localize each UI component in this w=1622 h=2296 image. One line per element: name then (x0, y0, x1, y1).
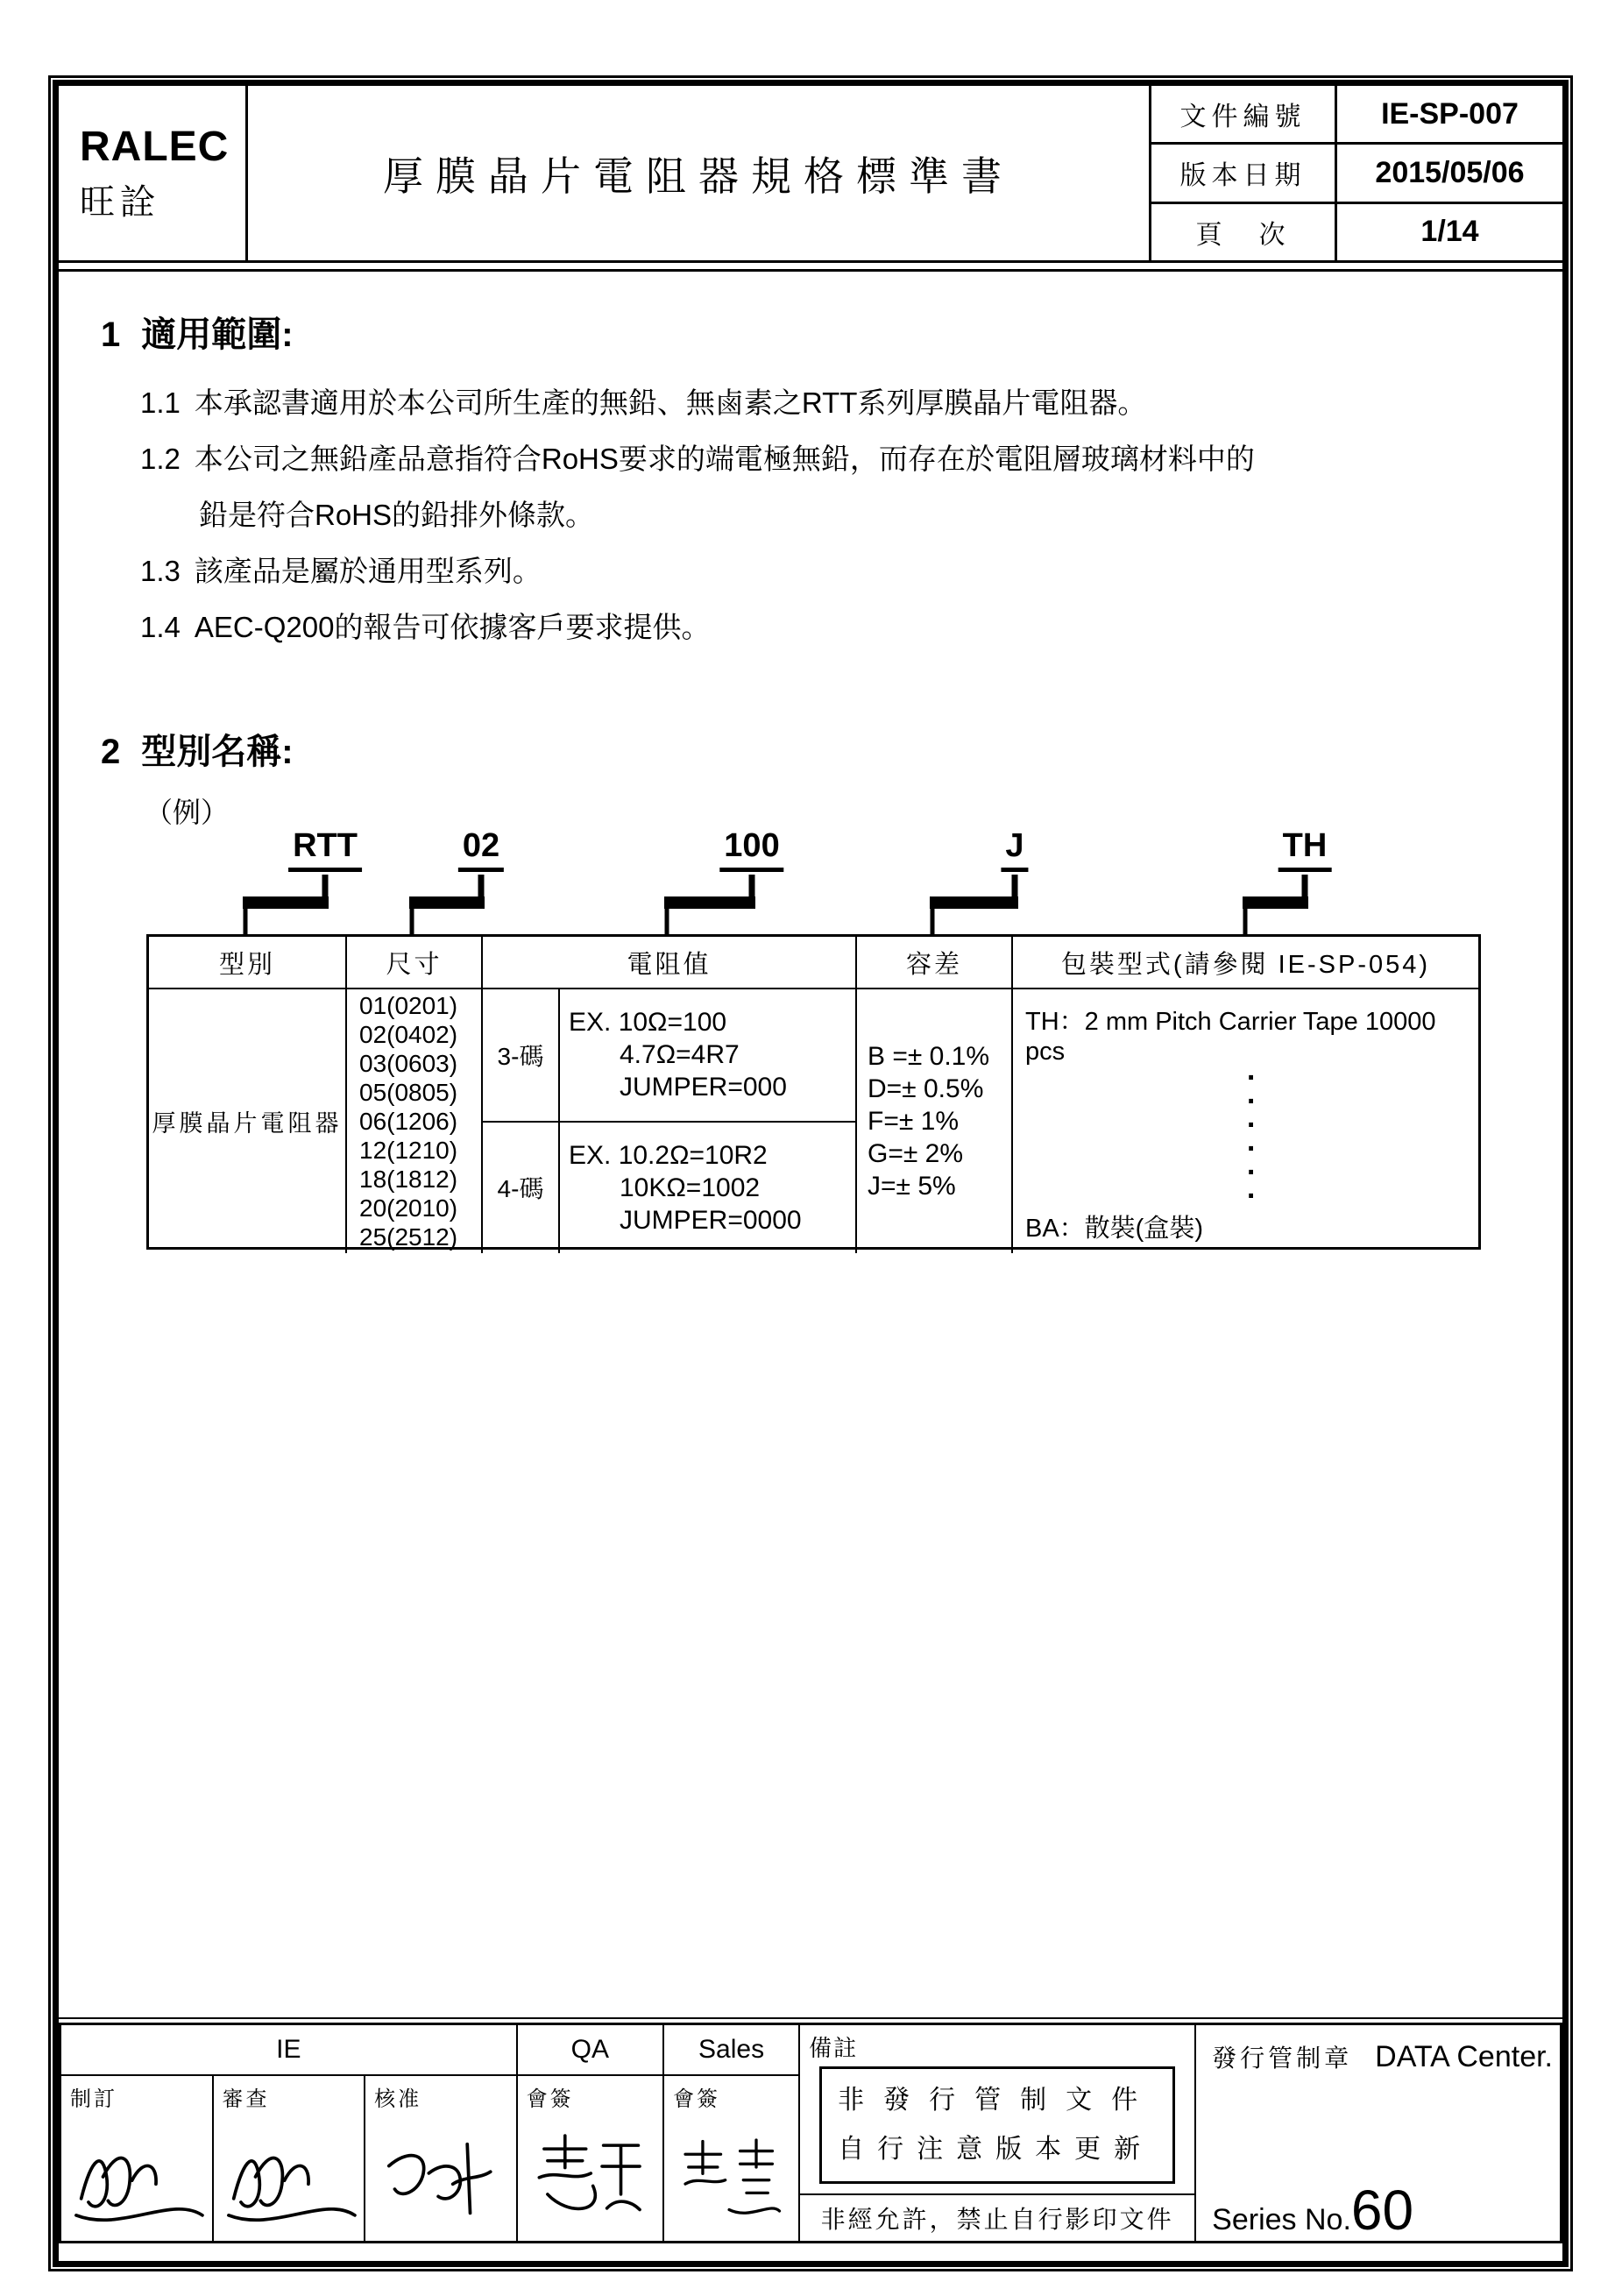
document-info-table (1149, 86, 1562, 260)
dot: · (1246, 1132, 1257, 1166)
clause-1-1-text: 本承認書適用於本公司所生產的無鉛、無鹵素之RTT系列厚膜晶片電阻器。 (194, 386, 1147, 419)
document-header (59, 86, 1562, 263)
part-code-packaging: TH (1278, 827, 1332, 872)
clause-1-4 (140, 605, 710, 646)
tolerance-option: F=± 1% (868, 1107, 960, 1136)
tolerance-option: G=± 2% (868, 1139, 964, 1168)
cell-resistance (483, 989, 857, 1253)
packaging-ellipsis-dots (1025, 1061, 1478, 1213)
section2-title: 型別名稱: (141, 733, 294, 771)
part-number-spec-table (146, 934, 1481, 1250)
approval-footer (59, 2017, 1562, 2243)
uncontrolled-copy-note-box (819, 2066, 1175, 2184)
section2-number: 2 (101, 733, 121, 771)
doc-number-value: IE-SP-007 (1381, 96, 1519, 131)
example-label: （例） (145, 797, 230, 828)
clause-1-2-text: 本公司之無鉛產品意指符合RoHS要求的端電極無鉛，而存在於電阻層玻璃材料中的 (194, 443, 1255, 475)
dot: · (1246, 1109, 1257, 1142)
size-option: 25(2512) (359, 1223, 458, 1251)
size-option: 06(1206) (359, 1108, 458, 1135)
packaging-option-ba: BA：散裝(盒裝) (1025, 1215, 1204, 1243)
company-logo-cjk: 旺詮 (80, 182, 160, 222)
dot: · (1246, 1061, 1257, 1095)
signature-cell-qa (518, 2076, 662, 2241)
size-option: 20(2010) (359, 1194, 458, 1222)
signature-qa (520, 2115, 659, 2239)
cell-sizes (347, 989, 483, 1253)
signature-label-drafted: 制訂 (70, 2087, 117, 2111)
page-border-inner (53, 80, 1569, 2267)
tolerance-option: D=± 0.5% (868, 1074, 984, 1103)
dept-group-qa (518, 2025, 664, 2241)
info-row-page-number (1151, 204, 1562, 260)
resistance-example: JUMPER=000 (620, 1073, 787, 1102)
info-row-version-date (1151, 145, 1562, 203)
resistance-example: 4.7Ω=4R7 (620, 1040, 740, 1070)
signature-label-qa: 會簽 (526, 2087, 574, 2111)
header-resistance: 電阻值 (483, 937, 857, 988)
signature-cell-reviewed (214, 2076, 366, 2241)
clause-1-2 (140, 436, 1255, 478)
section1-title: 適用範圍: (141, 315, 294, 354)
resistance-examples-3digit (560, 989, 855, 1121)
cell-packaging (1013, 989, 1478, 1253)
document-title: 厚膜晶片電阻器規格標準書 (383, 152, 1014, 199)
dot: · (1246, 1156, 1257, 1189)
dept-group-ie (61, 2025, 518, 2241)
signature-drafted (63, 2115, 209, 2239)
note-line-2: 自行注意版本更新 (838, 2135, 1154, 2164)
clause-1-2-continued (199, 493, 594, 534)
signature-label-reviewed: 審查 (222, 2087, 270, 2111)
resistance-code-4digit: 4-碼 (483, 1123, 560, 1254)
spec-table-header-row (149, 937, 1478, 989)
tolerance-option: J=± 5% (868, 1172, 956, 1201)
notes-column (800, 2025, 1196, 2241)
size-option: 12(1210) (359, 1137, 458, 1164)
section1-heading (101, 307, 294, 357)
part-number-connector-lines (59, 875, 1562, 936)
clause-1-4-number: 1.4 (140, 611, 181, 643)
company-logo-latin: RALEC (80, 123, 230, 170)
signature-label-approved: 核准 (374, 2087, 422, 2111)
resistance-row-4digit (483, 1123, 855, 1254)
clause-1-1 (140, 380, 1146, 422)
series-number-label: Series No. (1212, 2203, 1351, 2236)
clause-1-3-number: 1.3 (140, 555, 181, 587)
tolerance-option: B =± 0.1% (868, 1042, 990, 1071)
resistance-example: JUMPER=0000 (620, 1205, 802, 1235)
issuance-stamp-label: 發行管制章 (1212, 2044, 1353, 2072)
footer-top-rule (59, 2017, 1562, 2019)
dept-body-qa (518, 2076, 662, 2241)
dot: · (1246, 1085, 1257, 1118)
signature-sales (666, 2115, 795, 2239)
size-option: 02(0402) (359, 1021, 458, 1048)
series-number-value: 60 (1350, 2179, 1414, 2242)
size-option: 01(0201) (359, 992, 458, 1019)
dot: · (1246, 1180, 1257, 1213)
resistance-code-3digit: 3-碼 (483, 989, 560, 1121)
part-code-size: 02 (458, 827, 504, 872)
notes-label: 備註 (809, 2035, 859, 2061)
resistance-row-3digit (483, 989, 855, 1123)
header-type: 型別 (149, 937, 347, 988)
clause-1-2-number: 1.2 (140, 443, 181, 475)
part-code-series: RTT (288, 827, 362, 872)
signature-cell-sales (664, 2076, 798, 2241)
approval-table (59, 2023, 1562, 2243)
signature-approved (367, 2115, 513, 2239)
page-border-outer (48, 75, 1573, 2271)
no-copy-warning: 非經允許，禁止自行影印文件 (800, 2193, 1194, 2241)
size-option: 18(1812) (359, 1166, 458, 1193)
dept-header-ie: IE (61, 2025, 516, 2076)
issuance-stamp-value: DATA Center. (1375, 2039, 1553, 2073)
doc-number-label: 文件編號 (1151, 86, 1337, 142)
cell-type: 厚膜晶片電阻器 (149, 989, 347, 1253)
document-title-cell (248, 86, 1149, 260)
page-number-label: 頁 次 (1151, 204, 1337, 260)
header-double-rule (59, 269, 1562, 272)
clause-1-4-text: AEC-Q200的報告可依據客戶要求提供。 (194, 611, 711, 643)
clause-1-1-number: 1.1 (140, 386, 181, 419)
company-logo-cell (59, 86, 248, 260)
resistance-example: 10KΩ=1002 (620, 1173, 761, 1202)
series-number-row (1212, 2179, 1553, 2242)
header-tolerance: 容差 (857, 937, 1013, 988)
size-option: 05(0805) (359, 1079, 458, 1106)
clause-1-3 (140, 549, 542, 590)
stamp-column (1196, 2025, 1560, 2241)
dept-group-sales (664, 2025, 800, 2241)
version-date-label: 版本日期 (1151, 145, 1337, 201)
signature-label-sales: 會簽 (673, 2087, 720, 2111)
part-code-resistance: 100 (719, 827, 783, 872)
page-number-value: 1/14 (1420, 215, 1479, 249)
size-option: 03(0603) (359, 1050, 458, 1077)
cell-tolerances (857, 989, 1013, 1253)
resistance-example: EX. 10Ω=100 (569, 1008, 727, 1038)
resistance-example: EX. 10.2Ω=10R2 (569, 1140, 768, 1170)
section1-number: 1 (101, 315, 121, 354)
dept-body-ie (61, 2076, 516, 2241)
signature-cell-approved (365, 2076, 516, 2241)
clause-1-3-text: 該產品是屬於通用型系列。 (194, 555, 542, 587)
signature-reviewed (216, 2115, 361, 2239)
version-date-value: 2015/05/06 (1375, 155, 1525, 189)
spec-table-body-row (149, 989, 1478, 1253)
clause-1-2-text-line2: 鉛是符合RoHS的鉛排外條款。 (199, 499, 595, 531)
note-line-1: 非發行管制文件 (838, 2086, 1158, 2115)
header-packaging: 包裝型式(請參閱 IE-SP-054) (1060, 950, 1431, 979)
issuance-stamp-row (1212, 2039, 1553, 2074)
info-row-doc-number (1151, 86, 1562, 145)
dept-header-qa: QA (518, 2025, 662, 2076)
part-code-tolerance: J (1001, 827, 1028, 872)
signature-cell-drafted (61, 2076, 214, 2241)
resistance-examples-4digit (560, 1123, 855, 1254)
dept-body-sales (664, 2076, 798, 2241)
section2-heading (101, 724, 294, 774)
header-size: 尺寸 (347, 937, 483, 988)
dept-header-sales: Sales (664, 2025, 798, 2076)
packaging-option-th: TH：2 mm Pitch Carrier Tape 10000 pcs (1025, 1008, 1436, 1066)
